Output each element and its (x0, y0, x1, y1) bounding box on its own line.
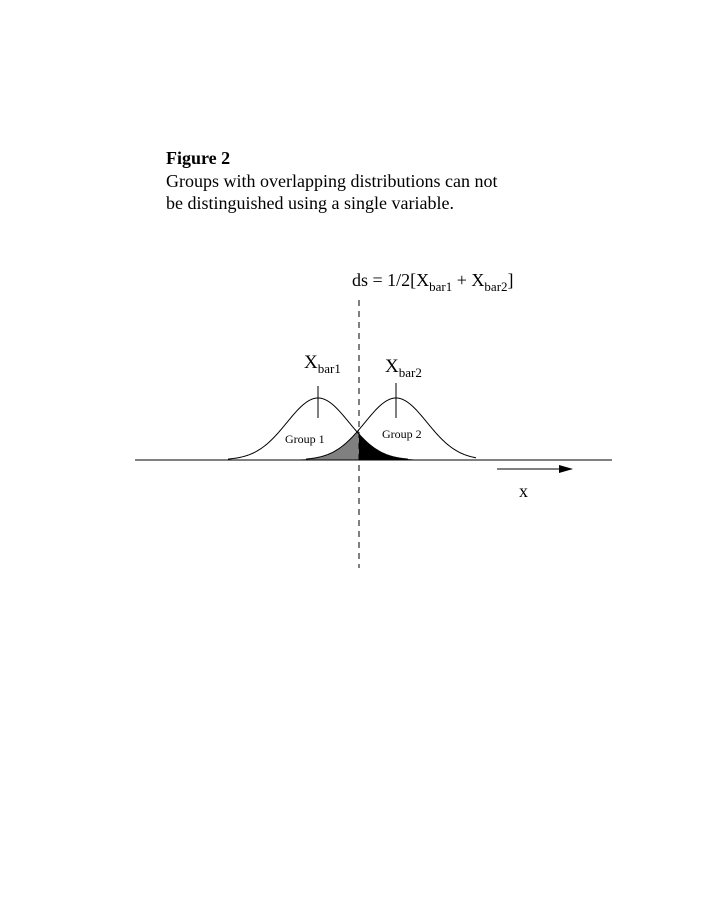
ds-formula-sub2: bar2 (484, 279, 508, 294)
ds-formula-prefix: ds = 1/2[X (352, 270, 430, 290)
mean2-label (385, 356, 422, 380)
ds-formula-sub1: bar1 (429, 279, 453, 294)
group1-label: Group 1 (285, 432, 325, 446)
mean1-label (304, 352, 341, 376)
ds-formula-suffix: ] (507, 270, 514, 290)
ds-formula-middle: + X (452, 270, 485, 290)
mean1-base: X (304, 352, 318, 373)
ds-formula-label (352, 270, 514, 294)
mean2-sub: bar2 (398, 365, 422, 380)
mean1-sub: bar1 (317, 361, 341, 376)
caption-line-2: be distinguished using a single variable. (166, 193, 454, 213)
caption-line-1: Groups with overlapping distributions can not (166, 171, 498, 191)
group2-label: Group 2 (382, 427, 422, 441)
x-axis-label: x (519, 481, 528, 501)
mean2-base: X (385, 356, 399, 377)
figure-title: Figure 2 (166, 148, 231, 168)
